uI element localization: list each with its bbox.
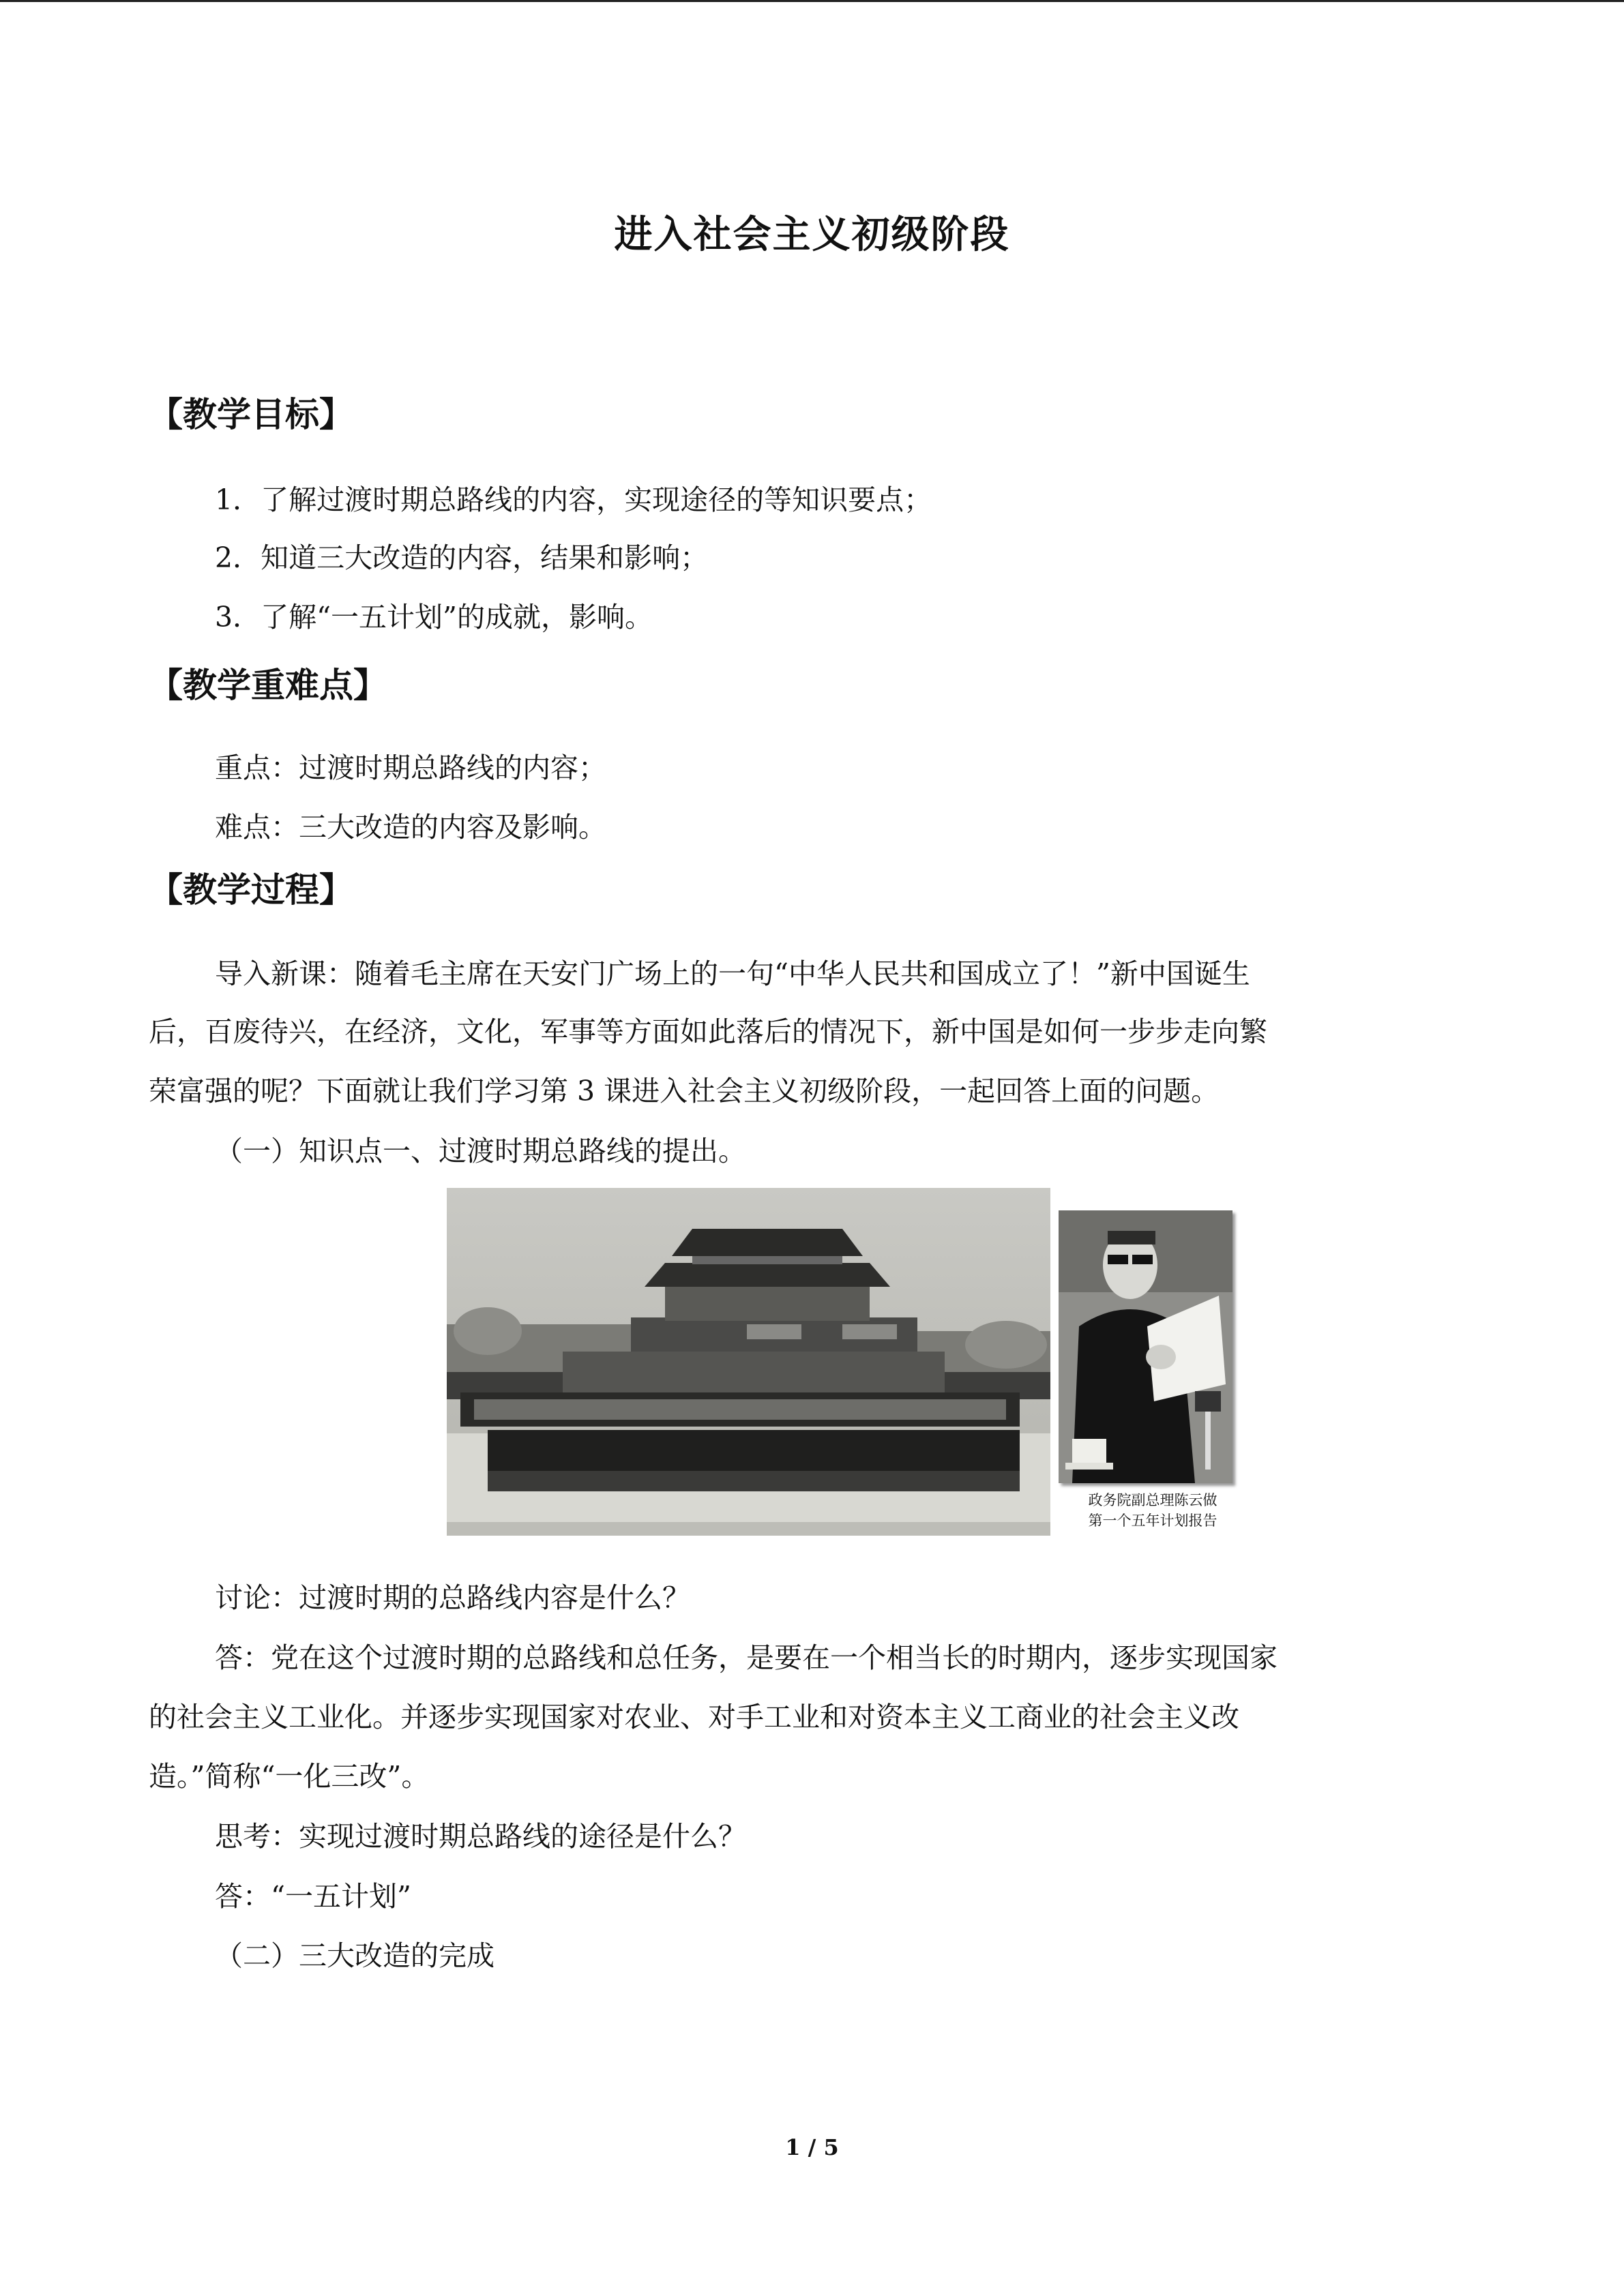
intro-line-3: 荣富强的呢？下面就让我们学习第 3 课进入社会主义初级阶段，一起回答上面的问题。 [149,1075,1220,1107]
page-top-border [0,0,1624,2]
answer-1-line-3: 造。”简称“一化三改”。 [149,1760,430,1793]
answer-2: 答：“一五计划” [215,1880,411,1913]
heading-teaching-goals: 【教学目标】 [149,395,353,434]
tiananmen-parade-photo [447,1188,1050,1536]
page-number: 1 / 5 [785,2134,839,2160]
think-question: 思考：实现过渡时期总路线的途径是什么？ [215,1820,746,1853]
answer-1-line-1: 答：党在这个过渡时期的总路线和总任务，是要在一个相当长的时期内，逐步实现国家 [215,1641,1278,1674]
answer-1-line-2: 的社会主义工业化。并逐步实现国家对农业、对手工业和对资本主义工商业的社会主义改 [149,1701,1239,1733]
discussion-question: 讨论：过渡时期的总路线内容是什么？ [215,1581,690,1614]
knowledge-point-2: （二）三大改造的完成 [215,1939,494,1972]
heading-teaching-process: 【教学过程】 [149,870,353,910]
goal-item-2: 2．知道三大改造的内容，结果和影响； [215,541,709,574]
knowledge-point-1: （一）知识点一、过渡时期总路线的提出。 [215,1135,746,1167]
photo-caption-line-1: 政务院副总理陈云做 [1088,1492,1217,1508]
photo-caption [1061,1490,1245,1531]
goal-item-3: 3．了解“一五计划”的成就，影响。 [215,601,653,633]
photo-caption-line-2: 第一个五年计划报告 [1088,1512,1217,1529]
chen-yun-report-photo [1059,1210,1232,1483]
page-title: 进入社会主义初级阶段 [614,213,1010,257]
key-point: 重点：过渡时期总路线的内容； [215,751,606,784]
intro-line-1: 导入新课：随着毛主席在天安门广场上的一句“中华人民共和国成立了！”新中国诞生 [215,957,1250,990]
intro-line-2: 后，百废待兴，在经济，文化，军事等方面如此落后的情况下，新中国是如何一步步走向繁 [149,1015,1267,1048]
goal-item-1: 1．了解过渡时期总路线的内容，实现途径的等知识要点； [215,483,932,516]
difficult-point: 难点：三大改造的内容及影响。 [215,811,606,844]
heading-key-difficult-points: 【教学重难点】 [149,666,387,705]
